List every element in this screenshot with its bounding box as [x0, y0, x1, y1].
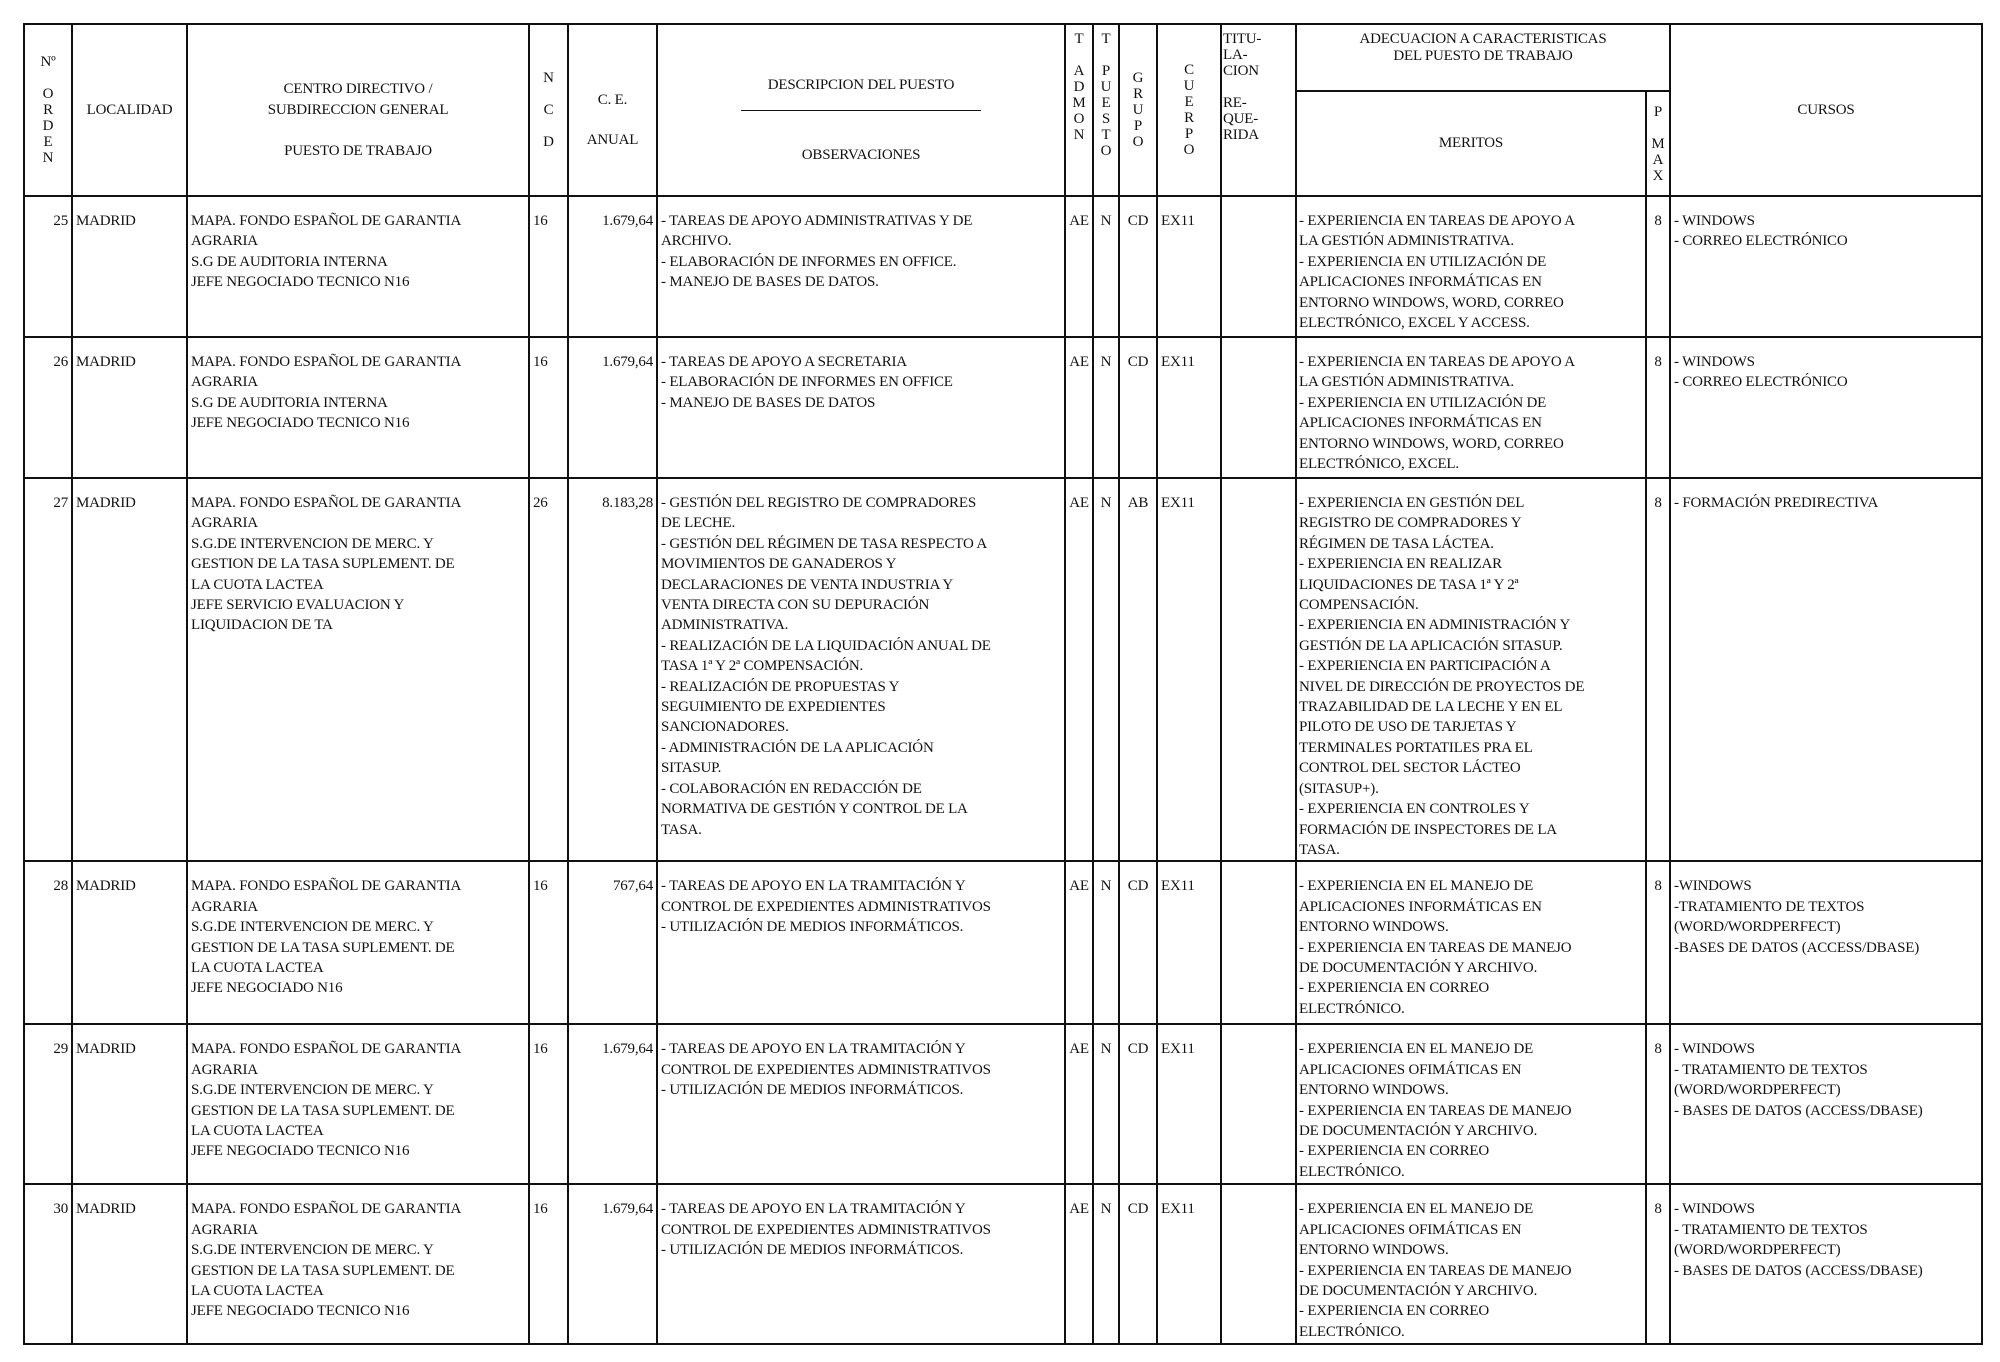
header-divider: [741, 110, 981, 111]
orden-cell: 30: [24, 1184, 72, 1344]
ncd-cell: 16: [529, 1184, 568, 1344]
tpuesto-cell: N: [1093, 861, 1119, 1024]
orden-cell: 27: [24, 478, 72, 861]
meritos-cell: - EXPERIENCIA EN EL MANEJO DE APLICACIONES INFORMÁTICAS EN ENTORNO WINDOWS. - EXPERIENCIA EN TAREAS DE MANEJO DE DOCUMENTACIÓN Y ARCHIVO. - EXPERIENCIA EN CORREO ELECTRÓNICO.: [1296, 861, 1646, 1024]
header-localidad: LOCALIDAD: [72, 24, 187, 196]
orden-cell: 26: [24, 337, 72, 478]
meritos-cell: - EXPERIENCIA EN EL MANEJO DE APLICACIONES OFIMÁTICAS EN ENTORNO WINDOWS. - EXPERIENCIA EN TAREAS DE MANEJO DE DOCUMENTACIÓN Y ARCHIVO. - EXPERIENCIA EN CORREO ELECTRÓNICO.: [1296, 1184, 1646, 1344]
cuerpo-cell: EX11: [1157, 1184, 1221, 1344]
ncd-cell: 16: [529, 861, 568, 1024]
ce-anual-cell: 1.679,64: [568, 337, 657, 478]
cursos-cell: - WINDOWS - TRATAMIENTO DE TEXTOS (WORD/WORDPERFECT) - BASES DE DATOS (ACCESS/DBASE): [1670, 1184, 1982, 1344]
orden-cell: 25: [24, 196, 72, 337]
meritos-cell: - EXPERIENCIA EN TAREAS DE APOYO A LA GESTIÓN ADMINISTRATIVA. - EXPERIENCIA EN UTILIZACIÓN DE APLICACIONES INFORMÁTICAS EN ENTORNO WINDOWS, WORD, CORREO ELECTRÓNICO, EXCEL Y ACCESS.: [1296, 196, 1646, 337]
titulacion-cell: [1221, 861, 1296, 1024]
ce-anual-cell: 1.679,64: [568, 1184, 657, 1344]
pmax-cell: 8: [1646, 337, 1670, 478]
header-centro-puesto: [187, 24, 529, 196]
orden-cell: 28: [24, 861, 72, 1024]
localidad-cell: MADRID: [72, 337, 187, 478]
ce-anual-cell: 1.679,64: [568, 196, 657, 337]
descripcion-cell: - TAREAS DE APOYO ADMINISTRATIVAS Y DE ARCHIVO. - ELABORACIÓN DE INFORMES EN OFFICE. - MANEJO DE BASES DE DATOS.: [657, 196, 1065, 337]
descripcion-cell: - TAREAS DE APOYO EN LA TRAMITACIÓN Y CONTROL DE EXPEDIENTES ADMINISTRATIVOS - UTILIZACIÓN DE MEDIOS INFORMÁTICOS.: [657, 1184, 1065, 1344]
header-cursos: CURSOS: [1670, 24, 1982, 196]
localidad-cell: MADRID: [72, 196, 187, 337]
header-ce: [568, 24, 657, 196]
pmax-cell: 8: [1646, 1184, 1670, 1344]
cuerpo-cell: EX11: [1157, 196, 1221, 337]
ce-anual-cell: 767,64: [568, 861, 657, 1024]
localidad-cell: MADRID: [72, 1024, 187, 1184]
grupo-cell: CD: [1119, 196, 1157, 337]
pmax-cell: 8: [1646, 478, 1670, 861]
tpuesto-cell: N: [1093, 1184, 1119, 1344]
tpuesto-cell: N: [1093, 1024, 1119, 1184]
header-descripcion-label: DESCRIPCION DEL PUESTO: [767, 77, 955, 94]
titulacion-cell: [1221, 1024, 1296, 1184]
table-row: [24, 478, 1982, 861]
titulacion-cell: [1221, 1184, 1296, 1344]
meritos-cell: - EXPERIENCIA EN GESTIÓN DEL REGISTRO DE COMPRADORES Y RÉGIMEN DE TASA LÁCTEA. - EXPERIENCIA EN REALIZAR LIQUIDACIONES DE TASA 1ª Y 2ª COMPENSACIÓN. - EXPERIENCIA EN ADMINISTRACIÓN Y GESTIÓN DE LA APLICACIÓN SITASUP. - EXPERIENCIA EN PARTICIPACIÓN A NIVEL DE DIRECCIÓN DE PROYECTOS DE TRAZABILIDAD DE LA LECHE Y EN EL PILOTO DE USO DE TARJETAS Y TERMINALES PORTATILES PRA EL CONTROL DEL SECTOR LÁCTEO (SITASUP+). - EXPERIENCIA EN CONTROLES Y FORMACIÓN DE INSPECTORES DE LA TASA.: [1296, 478, 1646, 861]
ncd-cell: 16: [529, 337, 568, 478]
header-meritos: MERITOS: [1296, 91, 1646, 196]
header-tpuesto: T P U E S T O: [1093, 24, 1119, 196]
header-observaciones: OBSERVACIONES: [801, 146, 921, 163]
grupo-cell: CD: [1119, 861, 1157, 1024]
orden-cell: 29: [24, 1024, 72, 1184]
header-puesto: PUESTO DE TRABAJO: [284, 142, 432, 159]
cursos-cell: - FORMACIÓN PREDIRECTIVA: [1670, 478, 1982, 861]
meritos-cell: - EXPERIENCIA EN TAREAS DE APOYO A LA GESTIÓN ADMINISTRATIVA. - EXPERIENCIA EN UTILIZACIÓN DE APLICACIONES INFORMÁTICAS EN ENTORNO WINDOWS, WORD, CORREO ELECTRÓNICO, EXCEL.: [1296, 337, 1646, 478]
tpuesto-cell: N: [1093, 478, 1119, 861]
header-centro: CENTRO DIRECTIVO / SUBDIRECCION GENERAL: [267, 81, 449, 118]
table-row: [24, 1184, 1982, 1344]
header-ce-label: C. E.: [597, 91, 628, 108]
ce-anual-cell: 8.183,28: [568, 478, 657, 861]
table-row: [24, 1024, 1982, 1184]
header-ncd: N C D: [529, 24, 568, 196]
cuerpo-cell: EX11: [1157, 337, 1221, 478]
cursos-cell: -WINDOWS -TRATAMIENTO DE TEXTOS (WORD/WORDPERFECT) -BASES DE DATOS (ACCESS/DBASE): [1670, 861, 1982, 1024]
cuerpo-cell: EX11: [1157, 861, 1221, 1024]
cursos-cell: - WINDOWS - CORREO ELECTRÓNICO: [1670, 196, 1982, 337]
cuerpo-cell: EX11: [1157, 478, 1221, 861]
table-row: [24, 861, 1982, 1024]
tpuesto-cell: N: [1093, 337, 1119, 478]
localidad-cell: MADRID: [72, 478, 187, 861]
tpuesto-cell: N: [1093, 196, 1119, 337]
centro-puesto-cell: MAPA. FONDO ESPAÑOL DE GARANTIA AGRARIA S.G DE AUDITORIA INTERNA JEFE NEGOCIADO TECNICO N16: [187, 196, 529, 337]
pmax-cell: 8: [1646, 196, 1670, 337]
tadmon-cell: AE: [1065, 1024, 1093, 1184]
titulacion-cell: [1221, 337, 1296, 478]
tadmon-cell: AE: [1065, 861, 1093, 1024]
descripcion-cell: - TAREAS DE APOYO EN LA TRAMITACIÓN Y CONTROL DE EXPEDIENTES ADMINISTRATIVOS - UTILIZACIÓN DE MEDIOS INFORMÁTICOS.: [657, 1024, 1065, 1184]
header-titulacion: TITU- LA- CION RE- QUE- RIDA: [1221, 24, 1296, 196]
centro-puesto-cell: MAPA. FONDO ESPAÑOL DE GARANTIA AGRARIA S.G.DE INTERVENCION DE MERC. Y GESTION DE LA TASA SUPLEMENT. DE LA CUOTA LACTEA JEFE NEGOCIADO TECNICO N16: [187, 1024, 529, 1184]
tadmon-cell: AE: [1065, 478, 1093, 861]
tadmon-cell: AE: [1065, 1184, 1093, 1344]
header-pmax: P M A X: [1646, 91, 1670, 196]
centro-puesto-cell: MAPA. FONDO ESPAÑOL DE GARANTIA AGRARIA S.G.DE INTERVENCION DE MERC. Y GESTION DE LA TASA SUPLEMENT. DE LA CUOTA LACTEA JEFE NEGOCIADO TECNICO N16: [187, 1184, 529, 1344]
titulacion-cell: [1221, 478, 1296, 861]
ce-anual-cell: 1.679,64: [568, 1024, 657, 1184]
grupo-cell: CD: [1119, 337, 1157, 478]
header-orden: Nº O R D E N: [24, 24, 72, 196]
pmax-cell: 8: [1646, 1024, 1670, 1184]
grupo-cell: CD: [1119, 1184, 1157, 1344]
table-row: [24, 196, 1982, 337]
meritos-cell: - EXPERIENCIA EN EL MANEJO DE APLICACIONES OFIMÁTICAS EN ENTORNO WINDOWS. - EXPERIENCIA EN TAREAS DE MANEJO DE DOCUMENTACIÓN Y ARCHIVO. - EXPERIENCIA EN CORREO ELECTRÓNICO.: [1296, 1024, 1646, 1184]
descripcion-cell: - TAREAS DE APOYO A SECRETARIA - ELABORACIÓN DE INFORMES EN OFFICE - MANEJO DE BASES DE DATOS: [657, 337, 1065, 478]
centro-puesto-cell: MAPA. FONDO ESPAÑOL DE GARANTIA AGRARIA S.G DE AUDITORIA INTERNA JEFE NEGOCIADO TECNICO N16: [187, 337, 529, 478]
tadmon-cell: AE: [1065, 196, 1093, 337]
localidad-cell: MADRID: [72, 1184, 187, 1344]
header-adecuacion: ADECUACION A CARACTERISTICAS DEL PUESTO DE TRABAJO: [1296, 24, 1670, 91]
descripcion-cell: - TAREAS DE APOYO EN LA TRAMITACIÓN Y CONTROL DE EXPEDIENTES ADMINISTRATIVOS - UTILIZACIÓN DE MEDIOS INFORMÁTICOS.: [657, 861, 1065, 1024]
ncd-cell: 26: [529, 478, 568, 861]
titulacion-cell: [1221, 196, 1296, 337]
header-descripcion: [657, 24, 1065, 196]
header-cuerpo: C U E R P O: [1157, 24, 1221, 196]
localidad-cell: MADRID: [72, 861, 187, 1024]
header-ce-anual: ANUAL: [586, 132, 639, 149]
pmax-cell: 8: [1646, 861, 1670, 1024]
table-row: [24, 337, 1982, 478]
header-grupo: G R U P O: [1119, 24, 1157, 196]
centro-puesto-cell: MAPA. FONDO ESPAÑOL DE GARANTIA AGRARIA S.G.DE INTERVENCION DE MERC. Y GESTION DE LA TASA SUPLEMENT. DE LA CUOTA LACTEA JEFE SERVICIO EVALUACION Y LIQUIDACION DE TA: [187, 478, 529, 861]
tadmon-cell: AE: [1065, 337, 1093, 478]
cursos-cell: - WINDOWS - CORREO ELECTRÓNICO: [1670, 337, 1982, 478]
cuerpo-cell: EX11: [1157, 1024, 1221, 1184]
ncd-cell: 16: [529, 1024, 568, 1184]
job-positions-table: [23, 23, 1983, 1345]
grupo-cell: AB: [1119, 478, 1157, 861]
ncd-cell: 16: [529, 196, 568, 337]
header-tadmon: T A D M O N: [1065, 24, 1093, 196]
descripcion-cell: - GESTIÓN DEL REGISTRO DE COMPRADORES DE LECHE. - GESTIÓN DEL RÉGIMEN DE TASA RESPECTO A MOVIMIENTOS DE GANADEROS Y DECLARACIONES DE VENTA INDUSTRIA Y VENTA DIRECTA CON SU DEPURACIÓN ADMINISTRATIVA. - REALIZACIÓN DE LA LIQUIDACIÓN ANUAL DE TASA 1ª Y 2ª COMPENSACIÓN. - REALIZACIÓN DE PROPUESTAS Y SEGUIMIENTO DE EXPEDIENTES SANCIONADORES. - ADMINISTRACIÓN DE LA APLICACIÓN SITASUP. - COLABORACIÓN EN REDACCIÓN DE NORMATIVA DE GESTIÓN Y CONTROL DE LA TASA.: [657, 478, 1065, 861]
cursos-cell: - WINDOWS - TRATAMIENTO DE TEXTOS (WORD/WORDPERFECT) - BASES DE DATOS (ACCESS/DBASE): [1670, 1024, 1982, 1184]
centro-puesto-cell: MAPA. FONDO ESPAÑOL DE GARANTIA AGRARIA S.G.DE INTERVENCION DE MERC. Y GESTION DE LA TASA SUPLEMENT. DE LA CUOTA LACTEA JEFE NEGOCIADO N16: [187, 861, 529, 1024]
grupo-cell: CD: [1119, 1024, 1157, 1184]
